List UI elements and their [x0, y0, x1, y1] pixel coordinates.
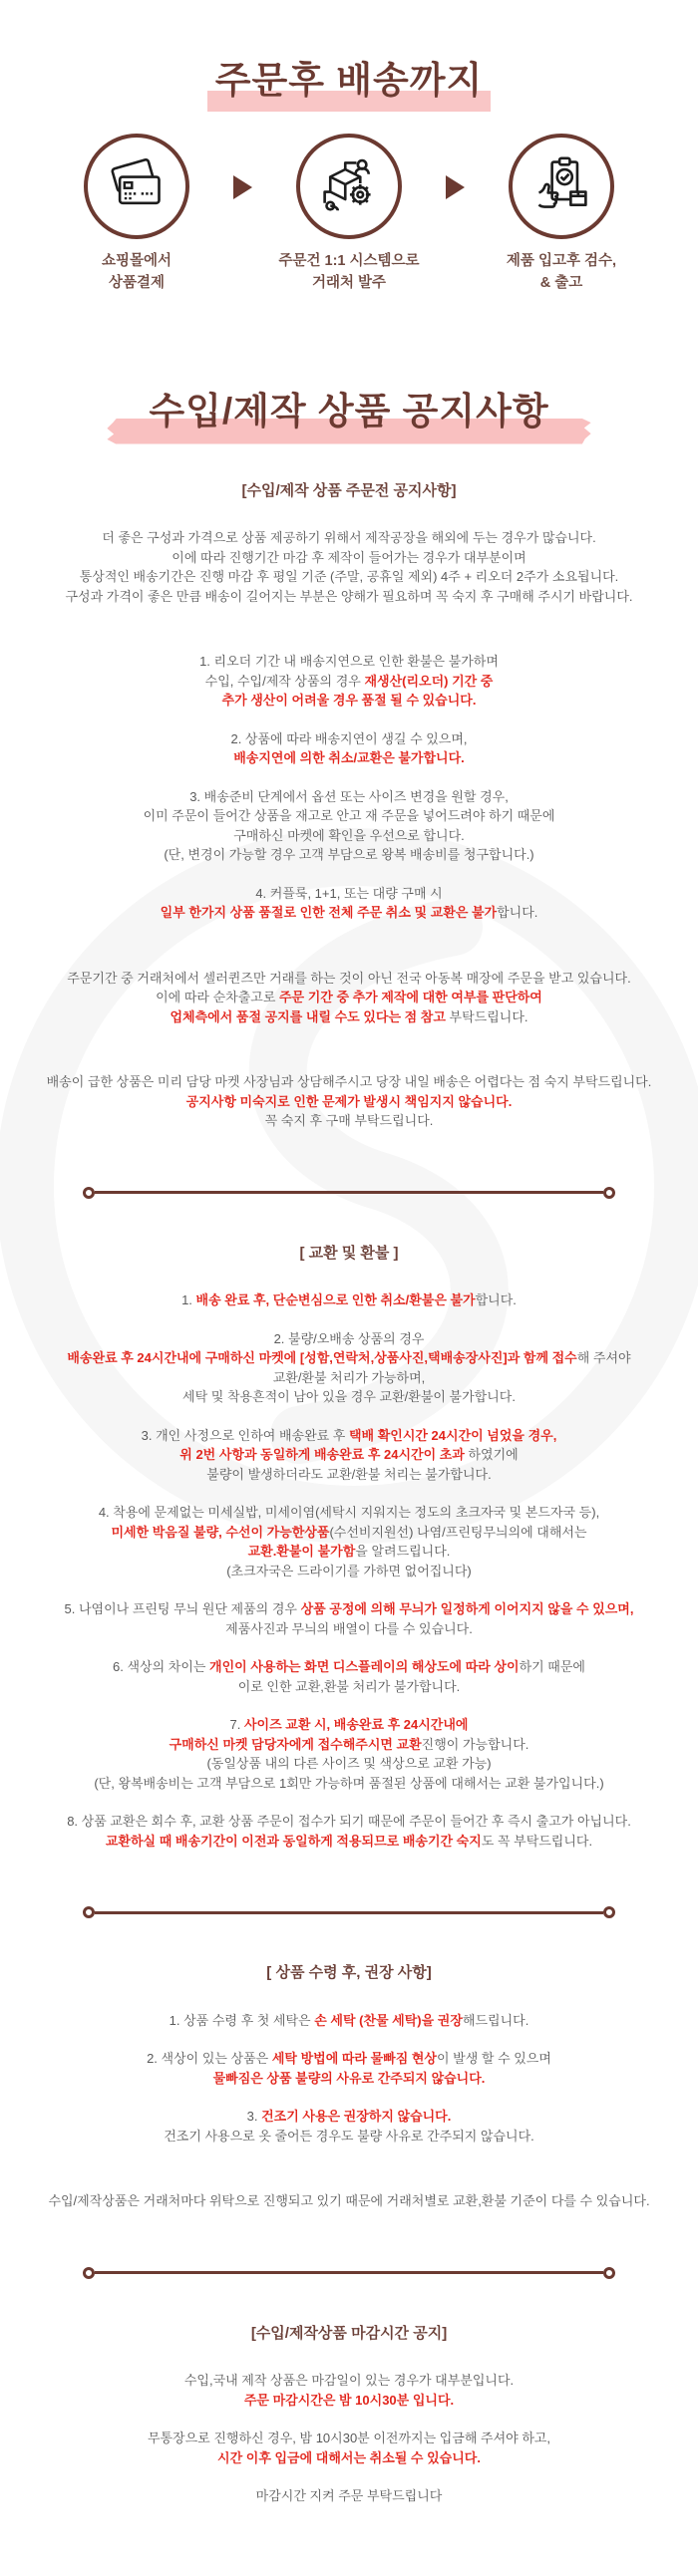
step-inspection-circle	[509, 134, 614, 239]
divider-dot-right	[603, 2267, 615, 2279]
notice-text: 이에 따라 순차출고로	[156, 990, 279, 1004]
notice-paragraph	[8, 787, 690, 865]
page-title-flow	[0, 0, 698, 104]
notice-text: (단, 변경이 가능할 경우 고객 부담으로 왕복 배송비를 청구합니다.)	[164, 847, 534, 862]
notice-text: (초크자국은 드라이기를 가하면 없어집니다)	[226, 1563, 472, 1578]
notice-text-red: 위 2번 사항과 동일하게 배송완료 후 24시간이 초과	[179, 1447, 465, 1462]
notice-text: 무통장으로 진행하신 경우, 밤 10시30분 이전까지는 입금해 주셔야 하고,	[147, 2431, 551, 2445]
page-title-notice	[0, 381, 698, 434]
divider-dot-left	[83, 2267, 95, 2279]
divider-dot-right	[603, 1187, 615, 1199]
notice-text: 구성과 가격이 좋은 만큼 배송이 길어지는 부분은 양해가 필요하며 꼭 숙지 후 구매해 주시기 바랍니다.	[65, 588, 633, 604]
notice-text: 해 주셔야	[576, 1350, 631, 1365]
section-header-pre-order: [수입/제작 상품 주문전 공지사항]	[241, 481, 457, 499]
step-inspection-label	[473, 251, 650, 295]
step-order-system-label-line2: 거래처 발주	[311, 274, 387, 291]
notice-text: 1. 상품 수령 후 첫 세탁은	[169, 2012, 315, 2028]
step-order-system-label	[260, 251, 438, 295]
notice-paragraph	[8, 2011, 690, 2031]
divider-dot-left	[83, 1187, 95, 1199]
notice-text-red: 물빠짐은 상품 불량의 사유로 간주되지 않습니다.	[212, 2070, 486, 2086]
notice-text: 부탁드립니다.	[445, 1008, 528, 1024]
notice-text: 하였기에	[464, 1447, 519, 1462]
notice-text-red: 업체측에서 품절 공지를 내릴 수도 있다는 점 참고	[170, 1008, 446, 1024]
notice-text: (수선비지원선) 나염/프린팅무늬의에 대해서는	[329, 1524, 587, 1540]
notice-text: 마감시간 지켜 주문 부탁드립니다	[255, 2488, 443, 2503]
section-pre-order-notice	[8, 480, 690, 1131]
notice-body	[8, 480, 690, 2576]
divider-line	[95, 1911, 603, 1914]
notice-text-red: 시간 이후 입금에 대해서는 취소될 수 있습니다.	[217, 2449, 481, 2465]
order-system-icon	[319, 154, 379, 219]
section-header-deadline: [수입/제작상품 마감시간 공지]	[250, 2324, 448, 2342]
page-title-notice-text: 수입/제작 상품 공지사항	[143, 381, 554, 434]
notice-text-red: 교환.환불이 불가함	[247, 1544, 356, 1559]
divider-dot-left	[83, 1906, 95, 1918]
notice-text: 꼭 숙지 후 구매 부탁드립니다.	[264, 1113, 434, 1128]
notice-text-red: 세탁 방법에 따라 물빠짐 현상	[271, 2051, 437, 2066]
notice-text: 합니다.	[475, 1292, 517, 1307]
divider-dot-right	[603, 1906, 615, 1918]
notice-text: 5. 나염이나 프린팅 무늬 원단 제품의 경우	[64, 1601, 301, 1616]
notice-text: 이에 따라 진행기간 마감 후 제작이 들어가는 경우가 대부분이며	[172, 549, 526, 565]
section-deadline-notice	[8, 2323, 690, 2506]
notice-paragraph	[8, 1715, 690, 1793]
notice-text-red: 추가 생산이 어려울 경우 품절 될 수 있습니다.	[221, 693, 477, 708]
notice-text-red: 배송완료 후 24시간내에 구매하신 마켓에 [성함,연락처,상품사진,택배송장사진]과 함께 접수	[67, 1350, 577, 1365]
notice-text: 수입, 수입/제작 상품의 경우	[204, 673, 365, 689]
page-title-flow-text: 주문후 배송까지	[209, 50, 489, 104]
credit-card-icon	[107, 154, 167, 219]
notice-text: 해드립니다.	[462, 2012, 529, 2028]
section-exchange-refund	[8, 1243, 690, 1852]
step-inspection	[473, 134, 650, 295]
notice-text: 2. 불량/오배송 상품의 경우	[273, 1330, 425, 1346]
notice-paragraph	[8, 1503, 690, 1580]
notice-text: 3. 개인 사정으로 인하여 배송완료 후	[141, 1427, 349, 1443]
step-payment-label-line1: 쇼핑몰에서	[101, 253, 173, 269]
notice-text: 주문기간 중 거래처에서 셀러퀸즈만 거래를 하는 것이 아닌 전국 아동복 매장에 주문을 받고 있습니다.	[67, 970, 631, 986]
section-after-receipt	[8, 1962, 690, 2211]
notice-text: 8. 상품 교환은 회수 후, 교환 상품 주문이 접수가 되기 때문에 주문이 들어간 후 즉시 출고가 아닙니다.	[67, 1814, 631, 1829]
notice-text: 제품사진과 무늬의 배열이 다를 수 있습니다.	[225, 1620, 473, 1636]
notice-paragraph	[8, 1329, 690, 1407]
notice-text-red: 상품 공정에 의해 무늬가 일정하게 이어지지 않을 수 있으며,	[300, 1601, 634, 1616]
notice-text: 2. 색상이 있는 상품은	[147, 2051, 272, 2066]
bottom-spacer	[8, 2506, 690, 2576]
notice-text: 7.	[229, 1717, 244, 1732]
notice-text: 이 발생 할 수 있으며	[437, 2051, 551, 2066]
notice-text-red: 배송 완료 후, 단순변심으로 인한 취소/환불은 불가	[195, 1292, 476, 1307]
notice-paragraph	[8, 729, 690, 768]
notice-text-red: 미세한 박음질 불량, 수선이 가능한상품	[111, 1524, 330, 1540]
notice-paragraph	[8, 1657, 690, 1696]
notice-text: 더 좋은 구성과 가격으로 상품 제공하기 위해서 제작공장을 해외에 두는 경우가 많습니다.	[102, 530, 596, 545]
notice-paragraph	[8, 1812, 690, 1851]
notice-text-red: 개인이 사용하는 화면 디스플레이의 해상도에 따라 상이	[209, 1659, 520, 1674]
section-divider	[83, 1187, 615, 1199]
notice-paragraph	[8, 528, 690, 606]
arrow-right-icon	[233, 175, 252, 199]
divider-line	[95, 1191, 603, 1194]
notice-text: 3. 배송준비 단계에서 옵션 또는 사이즈 변경을 원할 경우,	[189, 788, 509, 804]
notice-text: 불량이 발생하더라도 교환/환불 처리는 불가합니다.	[206, 1466, 492, 1482]
notice-text-red: 사이즈 교환 시, 배송완료 후 24시간내에	[243, 1717, 469, 1732]
step-order-system-circle	[296, 134, 402, 239]
notice-paragraph	[8, 2371, 690, 2410]
notice-text-red: 재생산(리오더) 기간 중	[364, 673, 494, 689]
section-header-exchange-refund: [ 교환 및 환불 ]	[299, 1244, 399, 1262]
notice-text-red: 공지사항 미숙지로 인한 문제가 발생시 책임지지 않습니다.	[185, 1093, 513, 1109]
notice-text-red: 배송지연에 의한 취소/교환은 불가합니다.	[233, 750, 465, 765]
notice-text: 진행이 가능합니다.	[421, 1736, 529, 1752]
section-body-deadline	[8, 2371, 690, 2506]
notice-text-red: 택배 확인시간 24시간이 넘었을 경우,	[348, 1427, 557, 1443]
notice-paragraph	[8, 2429, 690, 2467]
notice-paragraph	[8, 969, 690, 1027]
notice-text: 건조기 사용으로 옷 줄어든 경우도 불량 사유로 간주되지 않습니다.	[164, 2128, 534, 2144]
order-flow-header	[0, 0, 698, 295]
notice-text-red: 건조기 사용은 권장하지 않습니다.	[261, 2109, 452, 2124]
divider-line	[95, 2271, 603, 2274]
notice-text: (동일상품 내의 다른 사이즈 및 색상으로 교환 가능)	[206, 1756, 492, 1771]
notice-text-red: 교환하실 때 배송기간이 이전과 동일하게 적용되므로 배송기간 숙지	[105, 1833, 482, 1849]
notice-text: 4. 착용에 문제없는 미세실밥, 미세이염(세탁시 지워지는 정도의 초크자국 및 본드자국 등),	[98, 1505, 600, 1520]
step-order-system-label-line1: 주문건 1:1 시스템으로	[278, 253, 420, 269]
notice-text: 수입,국내 제작 상품은 마감일이 있는 경우가 대부분입니다.	[183, 2373, 515, 2388]
step-payment	[48, 134, 225, 295]
notice-text: 1.	[181, 1292, 196, 1307]
notice-text: 배송이 급한 상품은 미리 담당 마켓 사장님과 상담해주시고 당장 내일 배송은 어렵다는 점 숙지 부탁드립니다.	[46, 1074, 652, 1089]
notice-text: 수입/제작상품은 거래처마다 위탁으로 진행되고 있기 때문에 거래처별로 교환,환불 기준이 다를 수 있습니다.	[48, 2193, 650, 2208]
section-body-after-receipt	[8, 2011, 690, 2211]
notice-paragraph	[8, 1290, 690, 1310]
notice-paragraph	[8, 1426, 690, 1485]
order-flow-steps	[0, 134, 698, 295]
notice-text: 세탁 및 착용흔적이 남아 있을 경우 교환/환불이 불가합니다.	[182, 1389, 516, 1404]
notice-text: (단, 왕복배송비는 고객 부담으로 1회만 가능하며 품절된 상품에 대해서는 교환 불가입니다.)	[94, 1775, 604, 1791]
notice-paragraph	[8, 1599, 690, 1638]
notice-text: 합니다.	[497, 905, 538, 920]
notice-text: 교환/환불 처리가 가능하며,	[272, 1369, 426, 1385]
step-payment-label	[48, 251, 225, 295]
inspection-shipping-icon	[531, 154, 591, 219]
step-inspection-label-line2: & 출고	[539, 274, 583, 291]
section-body-pre-order	[8, 528, 690, 1131]
section-header-after-receipt: [ 상품 수령 후, 권장 사항]	[266, 1964, 432, 1981]
notice-text: 6. 색상의 차이는	[113, 1659, 210, 1674]
notice-text-red: 구매하신 마켓 담당자에게 접수해주시면 교환	[169, 1736, 422, 1752]
arrow-right-icon	[446, 175, 465, 199]
notice-text: 2. 상품에 따라 배송지연이 생길 수 있으며,	[230, 730, 468, 746]
notice-text: 4. 커플룩, 1+1, 또는 대량 구매 시	[255, 885, 443, 901]
notice-paragraph	[8, 1072, 690, 1131]
notice-paragraph	[8, 2191, 690, 2211]
section-divider	[83, 1906, 615, 1918]
notice-paragraph	[8, 652, 690, 711]
notice-text-red: 주문 기간 중 추가 제작에 대한 여부를 판단하여	[278, 990, 542, 1004]
notice-text: 통상적인 배송기간은 진행 마감 후 평일 기준 (주말, 공휴일 제외) 4주 + 리오더 2주가 소요됩니다.	[79, 569, 619, 584]
step-payment-circle	[84, 134, 189, 239]
section-body-exchange-refund	[8, 1290, 690, 1851]
notice-text-red: 일부 한가지 상품 품절로 인한 전체 주문 취소 및 교환은 불가	[160, 905, 498, 920]
notice-text: 구매하신 마켓에 확인을 우선으로 합니다.	[233, 827, 465, 843]
notice-text: 이미 주문이 들어간 상품을 재고로 안고 재 주문을 넣어드려야 하기 때문에	[143, 808, 555, 823]
step-payment-label-line2: 상품결제	[108, 274, 166, 291]
notice-text-red: 손 세탁 (찬물 세탁)을 권장	[314, 2012, 463, 2028]
notice-text: 이로 인한 교환,환불 처리가 불가합니다.	[237, 1678, 461, 1694]
notice-paragraph	[8, 2049, 690, 2088]
notice-text: 하기 때문에	[519, 1659, 585, 1674]
notice-text: 1. 리오더 기간 내 배송지연으로 인한 환불은 불가하며	[199, 654, 499, 669]
notice-paragraph	[8, 2107, 690, 2146]
step-order-system	[260, 134, 438, 295]
notice-text: 을 알려드립니다.	[355, 1544, 451, 1559]
notice-paragraph	[8, 884, 690, 923]
notice-paragraph	[8, 2486, 690, 2506]
section-divider	[83, 2267, 615, 2279]
notice-text: 3.	[246, 2109, 262, 2124]
step-inspection-label-line1: 제품 입고후 검수,	[506, 253, 617, 269]
notice-text: 도 꼭 부탁드립니다.	[481, 1833, 593, 1849]
notice-text-red: 주문 마감시간은 밤 10시30분 입니다.	[243, 2392, 455, 2408]
